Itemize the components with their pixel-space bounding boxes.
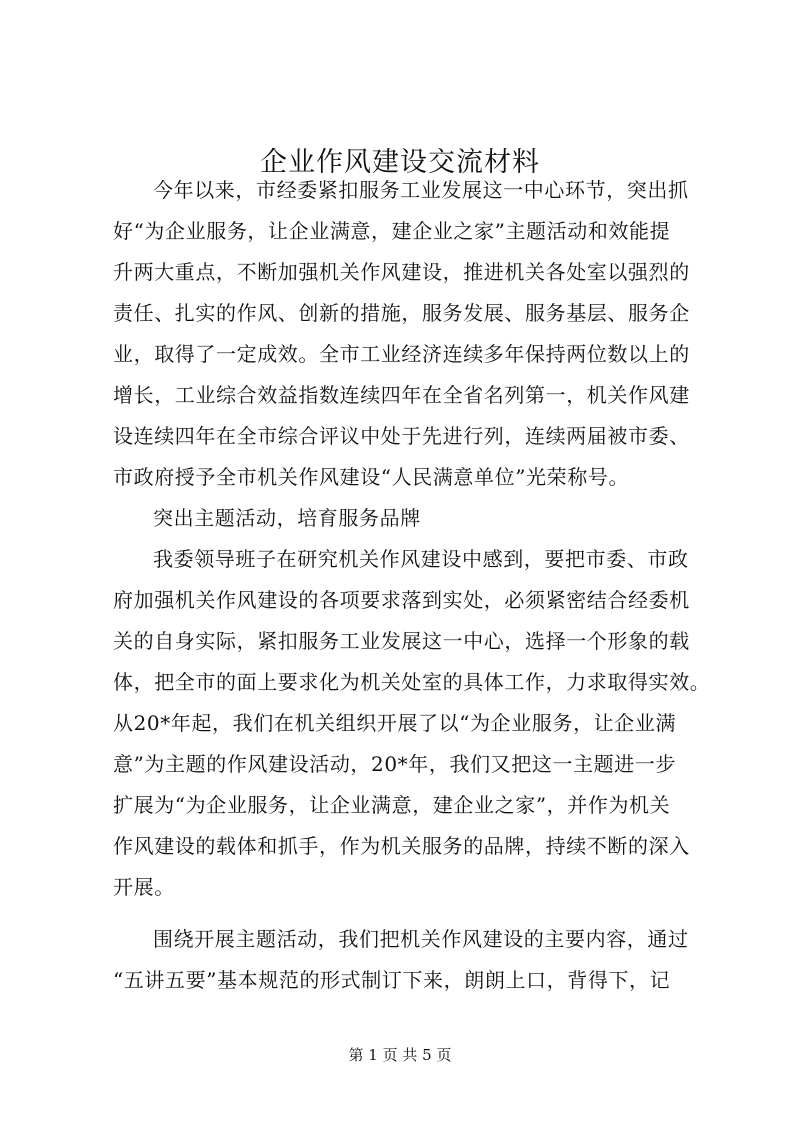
paragraph-line: 意”为主题的作风建设活动，20*年，我们又把这一主题进一步	[113, 752, 677, 776]
document-body	[113, 170, 711, 1001]
paragraph-line: 设连续四年在全市综合评议中处于先进行列，连续两届被市委、	[113, 424, 690, 448]
paragraph-line: 开展。	[113, 875, 175, 899]
paragraph-2	[113, 539, 711, 908]
page-number-label: 第 1 页 共 5 页	[348, 1046, 452, 1064]
paragraph-line: 从20*年起，我们在机关组织开展了以“为企业服务，让企业满	[113, 711, 677, 735]
paragraph-line: 扩展为“为企业服务，让企业满意，建企业之家”，并作为机关	[113, 793, 671, 817]
paragraph-line: 业，取得了一定成效。全市工业经济连续多年保持两位数以上的	[113, 342, 690, 366]
paragraph-line: 今年以来，市经委紧扣服务工业发展这一中心环节，突出抓	[153, 178, 689, 202]
section-heading: 突出主题活动，培育服务品牌	[153, 506, 421, 530]
paragraph-line: 我委领导班子在研究机关作风建设中感到，要把市委、市政	[153, 547, 689, 571]
paragraph-line: 升两大重点，不断加强机关作风建设，推进机关各处室以强烈的	[113, 260, 690, 284]
paragraph-line: 府加强机关作风建设的各项要求落到实处，必须紧密结合经委机	[113, 588, 690, 612]
paragraph-spacer	[113, 908, 703, 919]
paragraph-line: 围绕开展主题活动，我们把机关作风建设的主要内容，通过	[153, 927, 689, 951]
paragraph-line: 好“为企业服务，让企业满意，建企业之家”主题活动和效能提	[113, 219, 671, 243]
paragraph-line: 关的自身实际，紧扣服务工业发展这一中心，选择一个形象的载	[113, 629, 690, 653]
paragraph-line: 责任、扎实的作风、创新的措施，服务发展、服务基层、服务企	[113, 301, 690, 325]
document-title: 企业作风建设交流材料	[260, 147, 540, 178]
paragraph-3	[113, 919, 703, 1001]
paragraph-1	[113, 170, 703, 498]
page-footer	[0, 1044, 800, 1065]
paragraph-line: 市政府授予全市机关作风建设“人民满意单位”光荣称号。	[113, 465, 630, 489]
paragraph-line: 作风建设的载体和抓手，作为机关服务的品牌，持续不断的深入	[113, 834, 690, 858]
paragraph-line: “五讲五要”基本规范的形式制订下来，朗朗上口，背得下，记	[113, 968, 671, 992]
paragraph-line: 体，把全市的面上要求化为机关处室的具体工作，力求取得实效。	[113, 670, 711, 694]
paragraph-line: 增长，工业综合效益指数连续四年在全省名列第一，机关作风建	[113, 383, 690, 407]
